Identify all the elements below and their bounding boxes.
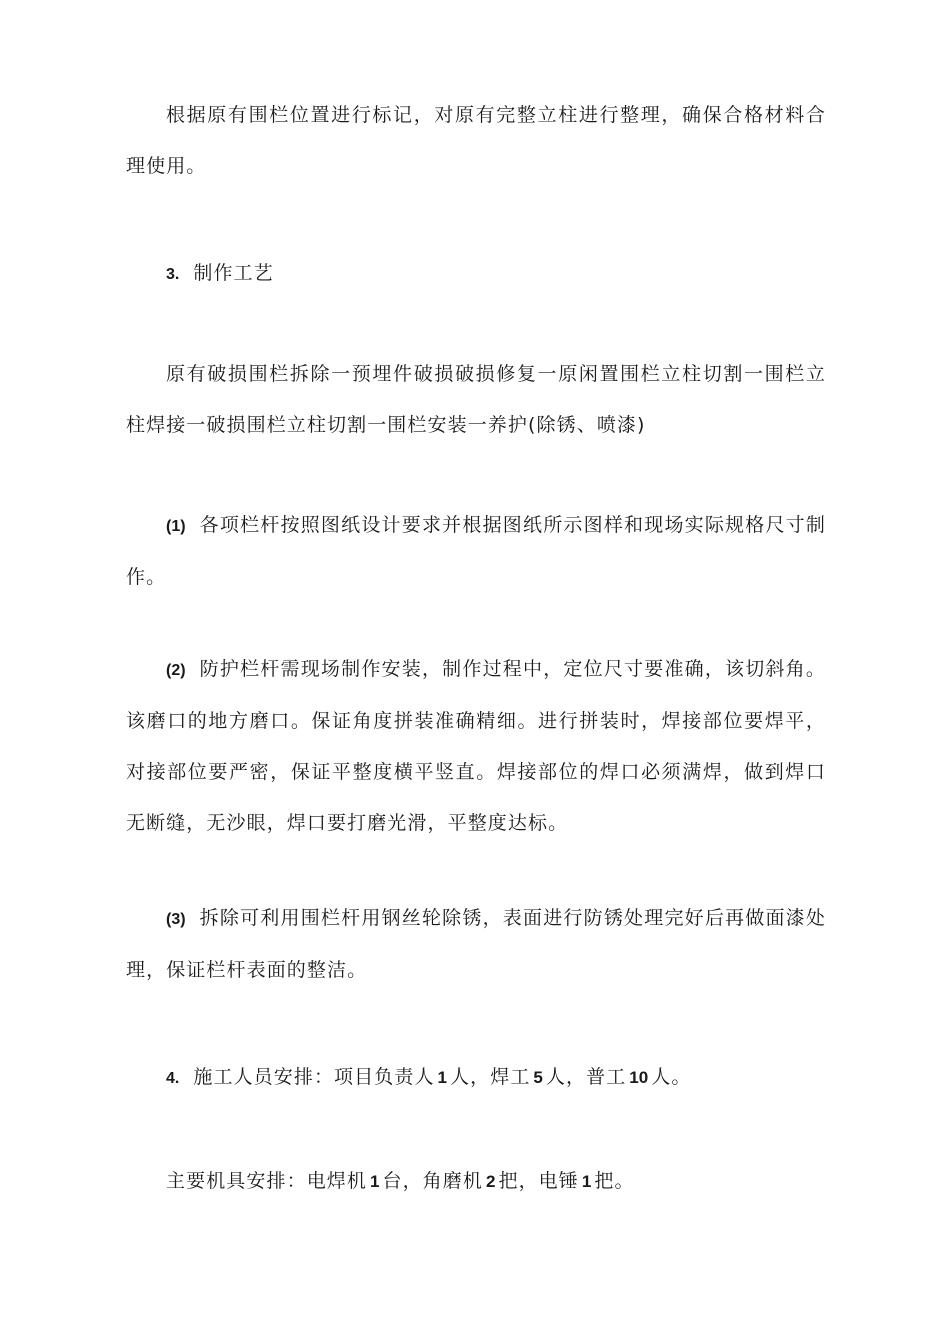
staffing-count-3: 10	[629, 1068, 649, 1087]
list-item-number: (2)	[166, 662, 186, 679]
list-item-2	[126, 644, 826, 849]
staffing-count-2: 5	[533, 1068, 543, 1087]
list-item-text: 拆除可利用围栏杆用钢丝轮除锈，表面进行防锈处理完好后再做面漆处理，保证栏杆表面的整洁。	[126, 907, 826, 981]
machinery-count-3: 1	[581, 1172, 592, 1191]
list-item-1	[126, 500, 826, 603]
paragraph-machinery	[126, 1156, 826, 1207]
machinery-count-2: 2	[486, 1172, 496, 1191]
paragraph-process-flow: 原有破损围栏拆除一预埋件破损破损修复一原闲置围栏立柱切割一围栏立柱焊接一破损围栏立柱切割一围栏安装一养护(除锈、喷漆)	[126, 363, 826, 436]
staffing-text-3: 人，普工	[545, 1066, 627, 1088]
list-item-text: 防护栏杆需现场制作安装，制作过程中，定位尺寸要准确，该切斜角。该磨口的地方磨口。保证角度拼装准确精细。进行拼装时，焊接部位要焊平，对接部位要严密，保证平整度横平竖直。焊接部位的焊口必须满焊，做到焊口无断缝，无沙眼，焊口要打磨光滑，平整度达标。	[126, 658, 826, 834]
section-3-heading	[126, 248, 826, 300]
machinery-text-4: 把。	[594, 1170, 635, 1192]
section-number: 4.	[166, 1070, 180, 1087]
list-item-text: 各项栏杆按照图纸设计要求并根据图纸所示图样和现场实际规格尺寸制作。	[126, 514, 826, 588]
staffing-text-1: 施工人员安排：项目负责人	[193, 1066, 435, 1088]
staffing-text-4: 人。	[651, 1066, 692, 1088]
machinery-text-1: 主要机具安排：电焊机	[166, 1170, 368, 1192]
section-title: 制作工艺	[193, 262, 274, 284]
section-4-staffing	[126, 1052, 826, 1104]
staffing-text-2: 人，焊工	[450, 1066, 531, 1088]
machinery-text-2: 台，角磨机	[382, 1170, 483, 1192]
list-item-number: (3)	[166, 911, 186, 928]
section-number: 3.	[166, 266, 180, 283]
list-item-number: (1)	[166, 518, 186, 535]
machinery-count-1: 1	[370, 1172, 380, 1191]
list-item-3	[126, 893, 826, 996]
staffing-count-1: 1	[437, 1068, 448, 1087]
machinery-text-3: 把，电锤	[498, 1170, 579, 1192]
paragraph-marking: 根据原有围栏位置进行标记，对原有完整立柱进行整理，确保合格材料合理使用。	[126, 104, 826, 177]
